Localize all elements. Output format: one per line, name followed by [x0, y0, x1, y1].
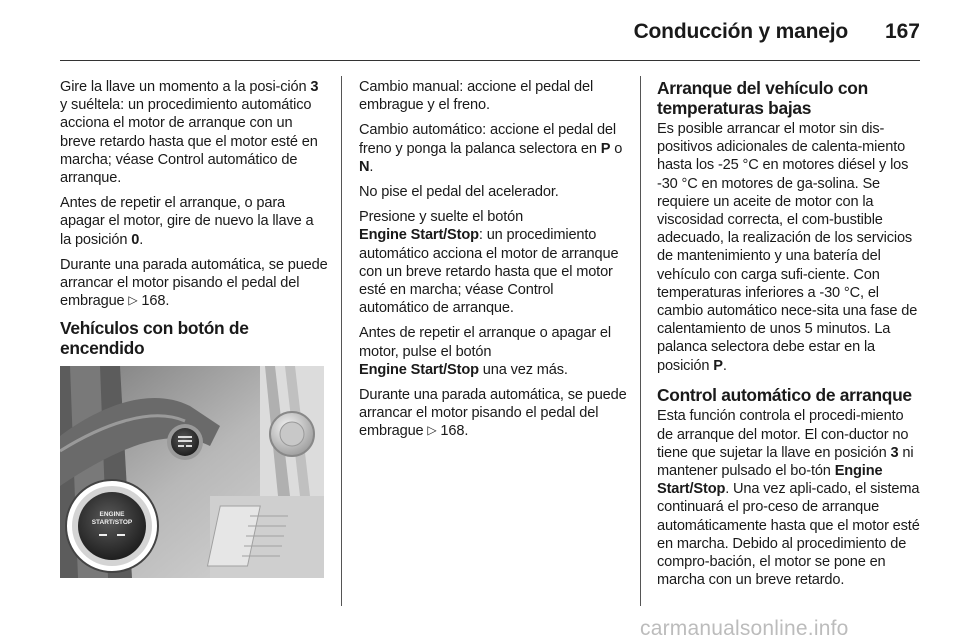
page-number: 167 — [884, 20, 920, 43]
page-reference-link[interactable]: 168. — [440, 423, 469, 440]
button-label-line2: START/STOP — [91, 519, 133, 526]
paragraph: Cambio manual: accione el pedal del embrague y el freno. — [359, 79, 594, 114]
paragraph: Es posible arrancar el motor sin dis-positivos adicionales de calenta-miento hasta los -25 °C en motores diésel y los -30 °C en motores de ga-solina. Se requiere un aceite de motor con la viscosidad correcta, el com-bustible adecuado, la realización de los servicios de mantenimiento y una batería del vehículo con carga sufi-ciente. Con temperaturas inferiores a -30 °C, el cambio automático nece-sita una fase de calentamiento de unos 5 minutos. La palanca selectora debe estar en la posición P. — [657, 121, 918, 374]
reference-arrow-icon: ▷ — [128, 293, 138, 308]
paragraph: Presione y suelte el botón Engine Start/Stop: un procedimiento automático acciona el motor de arranque con un breve retardo hasta que el motor esté en marcha; véase Control automático de arranque. — [359, 209, 619, 317]
paragraph: Gire la llave un momento a la posi-ción 3 y suéltela: un procedimiento automático acciona el motor de arranque con un breve retardo hasta que el motor esté en marcha; véase Control automático de arranque. — [60, 79, 319, 187]
section-heading: Arranque del vehículo con temperaturas bajas — [657, 78, 868, 118]
column-2 — [359, 78, 627, 448]
paragraph: Esta función controla el procedi-miento de arranque del motor. El con-ductor no tiene que sujetar la llave en posición 3 ni mantener pulsado el bo-tón Engine Start/Stop. Una vez apli-cado, el sistema continuará el pro-ceso de arranque automáticamente hasta que el motor esté en marcha. Debido al procedimiento de compro-bación, el motor se pone en marcha con un breve retardo. — [657, 408, 920, 589]
column-1 — [60, 78, 328, 360]
watermark: carmanualsonline.info — [640, 617, 849, 640]
reference-arrow-icon: ▷ — [427, 423, 437, 438]
column-divider — [341, 76, 342, 606]
section-heading: Vehículos con botón de encendido — [60, 318, 249, 358]
paragraph: Antes de repetir el arranque o apagar el motor, pulse el botón Engine Start/Stop una vez más. — [359, 325, 611, 378]
page-reference-link[interactable]: 168. — [141, 293, 170, 310]
paragraph: Durante una parada automática, se puede arrancar el motor pisando el pedal del embrague ▷ 168. — [60, 256, 328, 310]
paragraph: Durante una parada automática, se puede arrancar el motor pisando el pedal del embrague ▷ 168. — [359, 387, 627, 440]
section-title: Conducción y manejo — [633, 20, 848, 43]
paragraph: Cambio automático: accione el pedal del freno y ponga la palanca selectora en P o N. — [359, 122, 623, 175]
engine-start-button-photo — [60, 366, 324, 578]
section-heading: Control automático de arranque — [657, 384, 912, 405]
column-divider — [640, 76, 641, 606]
header-rule — [60, 60, 920, 61]
button-label-line1: ENGINE — [99, 511, 125, 518]
paragraph: Antes de repetir el arranque, o para apagar el motor, gire de nuevo la llave a la posición 0. — [60, 195, 314, 248]
paragraph: No pise el pedal del acelerador. — [359, 184, 559, 201]
column-3 — [657, 79, 923, 589]
page-header — [60, 14, 920, 60]
